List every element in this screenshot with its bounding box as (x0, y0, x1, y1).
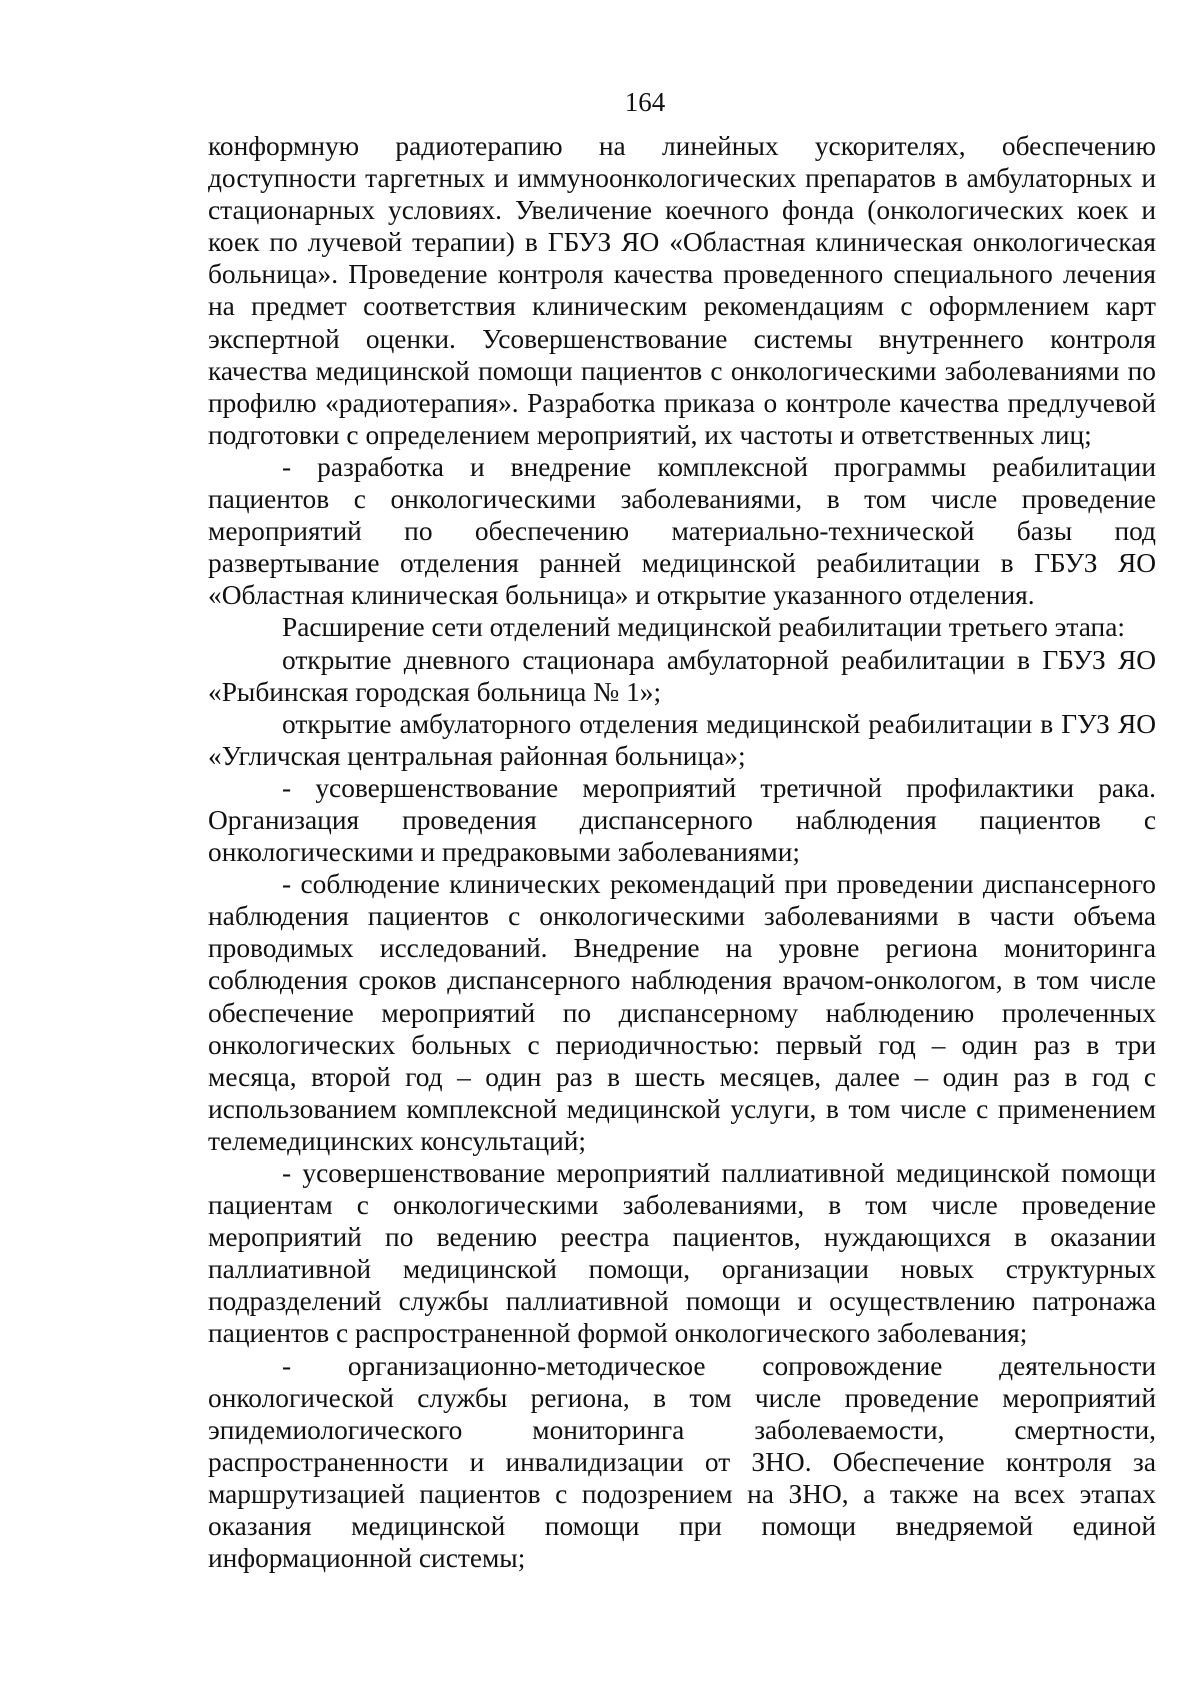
paragraph-rehabilitation-program: - разработка и внедрение комплексной программы реабилитации пациентов с онкологическими заболеваниями, в том числе проведение мероприятий по обеспечению материально-технической базы под развертывание отделения ранней медицинской реабилитации в ГБУЗ ЯО «Областная клиническая больница» и открытие указанного отделения. (208, 451, 1156, 611)
paragraph-tertiary-prevention: - усовершенствование мероприятий третичной профилактики рака. Организация проведения диспансерного наблюдения пациентов с онкологическими и предраковыми заболеваниями; (208, 772, 1156, 868)
paragraph-palliative-care: - усовершенствование мероприятий паллиативной медицинской помощи пациентам с онкологическими заболеваниями, в том числе проведение мероприятий по ведению реестра пациентов, нуждающихся в оказании паллиативной медицинской помощи, организации новых структурных подразделений службы паллиативной помощи и осуществлению патронажа пациентов с распространенной формой онкологического заболевания; (208, 1158, 1156, 1349)
paragraph-dispensary-observation: - соблюдение клинических рекомендаций при проведении диспансерного наблюдения пациентов с онкологическими заболеваниями в части объема проводимых исследований. Внедрение на уровне региона мониторинга соблюдения сроков диспансерного наблюдения врачом-онкологом, в том числе обеспечение мероприятий по диспансерному наблюдению пролеченных онкологических больных с периодичностью: первый год – один раз в три месяца, второй год – один раз в шесть месяцев, далее – один раз в год с использованием комплексной медицинской услуги, в том числе с применением телемедицинских консультаций; (208, 869, 1156, 1156)
paragraph-rehabilitation-network: Расширение сети отделений медицинской реабилитации третьего этапа: (282, 612, 1125, 643)
page-number: 164 (624, 87, 666, 117)
paragraph-rybinsk-day-hospital: открытие дневного стационара амбулаторной реабилитации в ГБУЗ ЯО «Рыбинская городская больница № 1»; (208, 644, 1156, 707)
document-body (208, 130, 1156, 1574)
paragraph-radiotherapy: конформную радиотерапию на линейных ускорителях, обеспечению доступности таргетных и иммуноонкологических препаратов в амбулаторных и стационарных условиях. Увеличение коечного фонда (онкологических коек и коек по лучевой терапии) в ГБУЗ ЯО «Областная клиническая онкологическая больница». Проведение контроля качества проведенного специального лечения на предмет соответствия клиническим рекомендациям с оформлением карт экспертной оценки. Усовершенствование системы внутреннего контроля качества медицинской помощи пациентов с онкологическими заболеваниями по профилю «радиотерапия». Разработка приказа о контроле качества предлучевой подготовки с определением мероприятий, их частоты и ответственных лиц; (208, 131, 1156, 450)
paragraph-uglich-department: открытие амбулаторного отделения медицинской реабилитации в ГУЗ ЯО «Угличская центральная районная больница»; (208, 708, 1156, 771)
paragraph-methodological-support: - организационно-методическое сопровождение деятельности онкологической службы региона, в том числе проведение мероприятий эпидемиологического мониторинга заболеваемости, смертности, распространенности и инвалидизации от ЗНО. Обеспечение контроля за маршрутизацией пациентов с подозрением на ЗНО, а также на всех этапах оказания медицинской помощи при помощи внедряемой единой информационной системы; (208, 1350, 1156, 1574)
